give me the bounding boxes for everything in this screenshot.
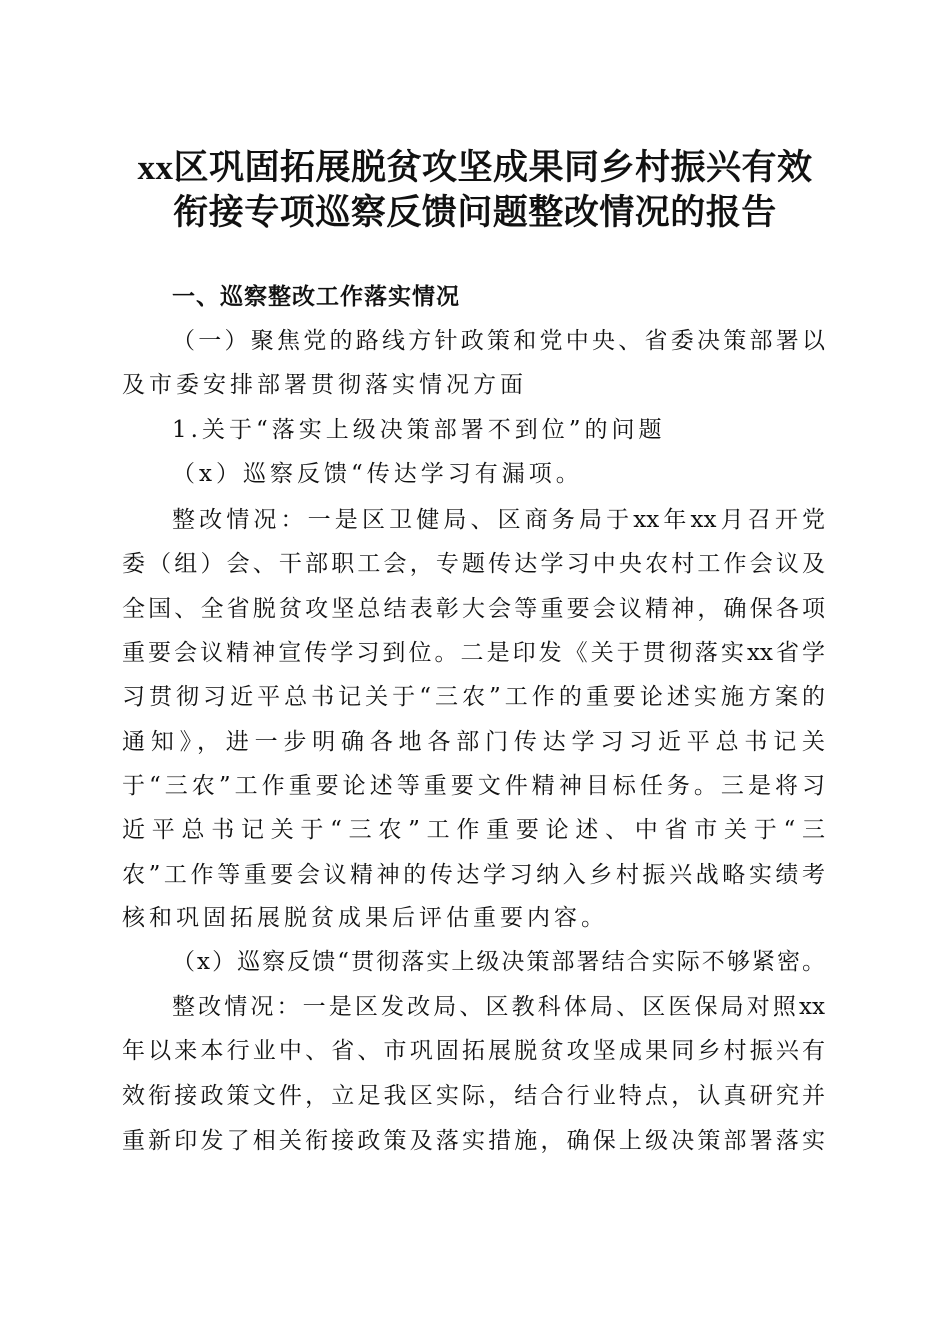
document-title-line-2: 衔接专项巡察反馈问题整改情况的报告 (173, 193, 777, 232)
paragraph-line: 农”工作等重要会议精神的传达学习纳入乡村振兴战略实绩考 (122, 862, 825, 888)
paragraph-line: 委（组）会、干部职工会，专题传达学习中央农村工作会议及 (122, 551, 825, 577)
paragraph-line: 重新印发了相关衔接政策及落实措施，确保上级决策部署落实 (122, 1128, 825, 1154)
subsection-heading: 及市委安排部署贯彻落实情况方面 (122, 372, 527, 398)
subsection-heading: （一）聚焦党的路线方针政策和党中央、省委决策部署以 (172, 328, 825, 354)
paragraph-line: 年以来本行业中、省、市巩固拓展脱贫攻坚成果同乡村振兴有 (122, 1038, 825, 1064)
feedback-line: （x）巡察反馈“贯彻落实上级决策部署结合实际不够紧密。 (172, 949, 825, 975)
paragraph-line: 整改情况：一是区卫健局、区商务局于xx年xx月召开党 (172, 507, 825, 533)
paragraph-line: 通知》，进一步明确各地各部门传达学习习近平总书记关 (122, 729, 825, 755)
paragraph-line: 重要会议精神宣传学习到位。二是印发《关于贯彻落实xx省学 (122, 640, 825, 666)
paragraph-line: 于“三农”工作重要论述等重要文件精神目标任务。三是将习 (122, 773, 825, 799)
paragraph-line: 近平总书记关于“三农”工作重要论述、中省市关于“三 (122, 817, 825, 843)
feedback-line: （x）巡察反馈“传达学习有漏项。 (172, 461, 583, 487)
paragraph-line: 习贯彻习近平总书记关于“三农”工作的重要论述实施方案的 (122, 684, 825, 710)
section-heading: 一、巡察整改工作落实情况 (172, 284, 460, 310)
paragraph-line: 全国、全省脱贫攻坚总结表彰大会等重要会议精神，确保各项 (122, 596, 825, 622)
paragraph-line: 核和巩固拓展脱贫成果后评估重要内容。 (122, 905, 608, 931)
document-title-line-1: xx区巩固拓展脱贫攻坚成果同乡村振兴有效 (137, 148, 813, 187)
paragraph-line: 效衔接政策文件，立足我区实际，结合行业特点，认真研究并 (122, 1083, 825, 1109)
paragraph-line: 整改情况：一是区发改局、区教科体局、区医保局对照xx (172, 994, 825, 1020)
item-heading: 1.关于“落实上级决策部署不到位”的问题 (172, 417, 666, 443)
